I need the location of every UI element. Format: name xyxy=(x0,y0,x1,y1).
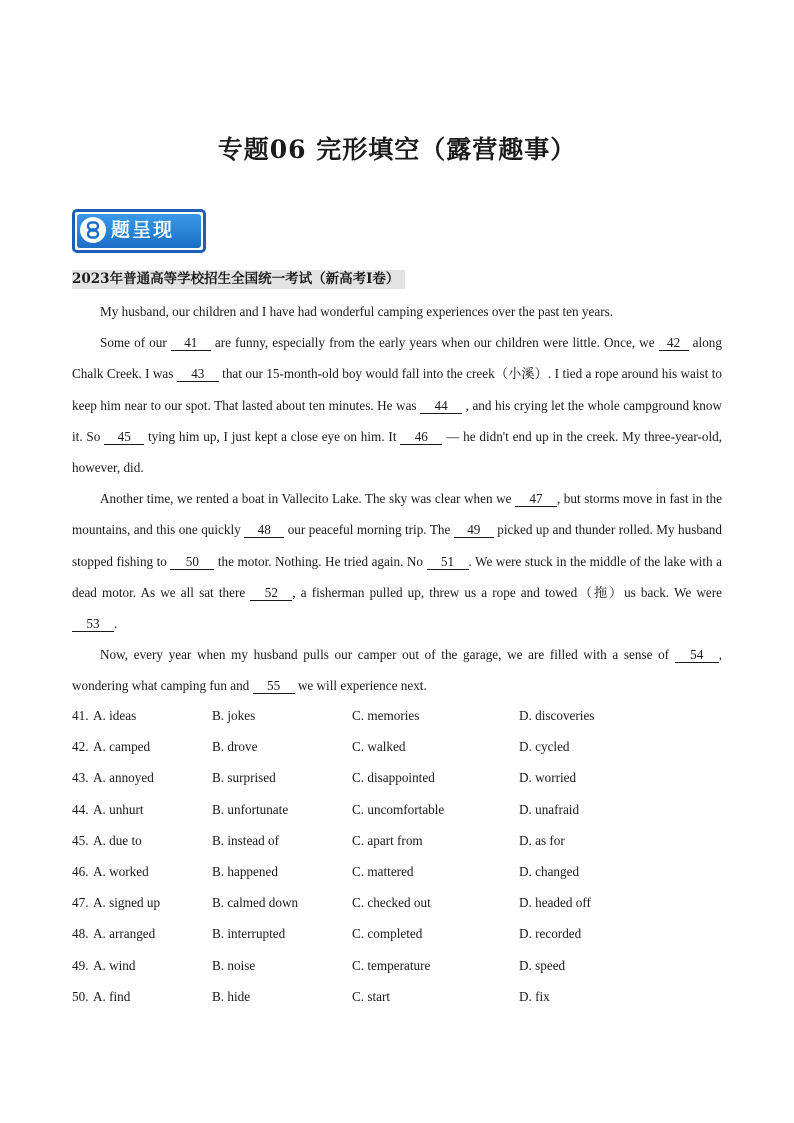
option-c: C. mattered xyxy=(352,863,414,879)
paragraph-3: Another time, we rented a boat in Vallecito Lake. The sky was clear when we 47 , but storms move in fast in the mountains, and this one quickly 48 our peaceful morning trip. The 49 picked up and thunder rolled. My husband stopped fishing to 50 the motor. Nothing. He tried again. No 51 . We were stuck in the middle of the lake with a dead motor. As we all sat there 52 , a fisherman pulled up, threw us a rope and towed（拖）us back. We were 53 . xyxy=(72,491,722,632)
option-d: D. cycled xyxy=(519,739,570,755)
option-b: B. unfortunate xyxy=(212,801,289,817)
option-row xyxy=(72,825,722,856)
option-c: C. checked out xyxy=(352,895,431,911)
blank-43: 43 xyxy=(177,366,219,382)
page-title: 专题06 完形填空（露营趣事） xyxy=(217,135,577,164)
question-number: 45. xyxy=(72,832,89,848)
question-number: 50. xyxy=(72,988,89,1004)
option-b: B. drove xyxy=(212,739,258,755)
blank-42: 42 xyxy=(659,335,689,351)
blank-52: 52 xyxy=(250,585,292,601)
option-b: B. calmed down xyxy=(212,895,299,911)
option-d: D. as for xyxy=(519,832,565,848)
cloze-passage xyxy=(72,296,722,702)
option-a: A. find xyxy=(93,988,131,1004)
option-a: A. unhurt xyxy=(93,801,144,817)
question-number: 41. xyxy=(72,708,89,723)
question-number: 48. xyxy=(72,926,89,942)
blank-50: 50 xyxy=(170,554,214,570)
question-number: 49. xyxy=(72,957,89,973)
option-a: A. due to xyxy=(93,832,142,848)
option-d: D. discoveries xyxy=(519,708,595,723)
blank-48: 48 xyxy=(244,522,284,538)
blank-49: 49 xyxy=(454,522,494,538)
badge-background xyxy=(77,214,201,248)
option-row xyxy=(72,856,722,887)
option-a: A. camped xyxy=(93,739,151,755)
option-c: C. apart from xyxy=(352,832,423,848)
option-d: D. fix xyxy=(519,988,550,1004)
option-row xyxy=(72,731,722,762)
option-c: C. disappointed xyxy=(352,770,435,786)
blank-41: 41 xyxy=(171,335,211,351)
option-row xyxy=(72,918,722,949)
blank-47: 47 xyxy=(515,491,557,507)
badge-label: 题呈现 xyxy=(111,219,175,241)
option-d: D. speed xyxy=(519,957,566,973)
option-b: B. hide xyxy=(212,988,251,1004)
option-row xyxy=(72,887,722,918)
blank-44: 44 xyxy=(420,398,462,414)
option-a: A. annoyed xyxy=(93,770,154,786)
option-c: C. temperature xyxy=(352,957,431,973)
option-a: A. ideas xyxy=(93,708,137,723)
option-row xyxy=(72,794,722,825)
question-number: 42. xyxy=(72,739,89,755)
question-number: 43. xyxy=(72,770,89,786)
paragraph-1: My husband, our children and I have had wonderful camping experiences over the past ten years. xyxy=(100,304,614,319)
option-b: B. surprised xyxy=(212,770,276,786)
blank-46: 46 xyxy=(400,429,442,445)
option-b: B. noise xyxy=(212,957,256,973)
paragraph-4: Now, every year when my husband pulls our camper out of the garage, we are filled with a sense of 54 , wondering what camping fun and 55 we will experience next. xyxy=(72,647,722,694)
option-row xyxy=(72,762,722,793)
option-d: D. changed xyxy=(519,863,580,879)
option-d: D. worried xyxy=(519,770,577,786)
option-b: B. instead of xyxy=(212,832,280,848)
option-c: C. memories xyxy=(352,708,420,723)
blank-55: 55 xyxy=(253,678,295,694)
option-row xyxy=(72,700,722,731)
option-b: B. interrupted xyxy=(212,926,286,942)
option-a: A. signed up xyxy=(93,895,161,911)
option-c: C. walked xyxy=(352,739,406,755)
question-number: 44. xyxy=(72,801,89,817)
option-c: C. completed xyxy=(352,926,423,942)
paragraph-2: Some of our 41 are funny, especially from the early years when our children were little. Once, we 42 along Chalk Creek. I was 43 that our 15-month-old boy would fall into the creek（小溪）. I tied a rope around his waist to keep him near to our spot. That lasted about ten minutes. He was 44 , and his crying let the whole campground know it. So 45 tying him up, I just kept a close eye on him. It 46 — he didn't end up in the creek. My three-year-old, however, did. xyxy=(72,335,722,476)
option-c: C. uncomfortable xyxy=(352,801,445,817)
blank-54: 54 xyxy=(675,647,719,663)
blank-51: 51 xyxy=(427,554,469,570)
option-row xyxy=(72,950,722,981)
blank-53: 53 xyxy=(72,616,114,632)
option-row xyxy=(72,981,722,1012)
option-d: D. unafraid xyxy=(519,801,580,817)
option-d: D. headed off xyxy=(519,895,591,911)
answer-options xyxy=(72,700,722,1012)
exam-title: 2023年普通高等学校招生全国统一考试（新高考Ⅰ卷） xyxy=(72,270,405,289)
blank-45: 45 xyxy=(104,429,144,445)
option-d: D. recorded xyxy=(519,926,582,942)
section-badge xyxy=(72,209,206,253)
link-icon xyxy=(80,217,106,243)
option-b: B. happened xyxy=(212,863,278,879)
option-b: B. jokes xyxy=(212,708,256,723)
option-c: C. start xyxy=(352,988,391,1004)
option-a: A. worked xyxy=(93,863,149,879)
question-number: 46. xyxy=(72,863,89,879)
question-number: 47. xyxy=(72,895,89,911)
option-a: A. arranged xyxy=(93,926,156,942)
option-a: A. wind xyxy=(93,957,136,973)
